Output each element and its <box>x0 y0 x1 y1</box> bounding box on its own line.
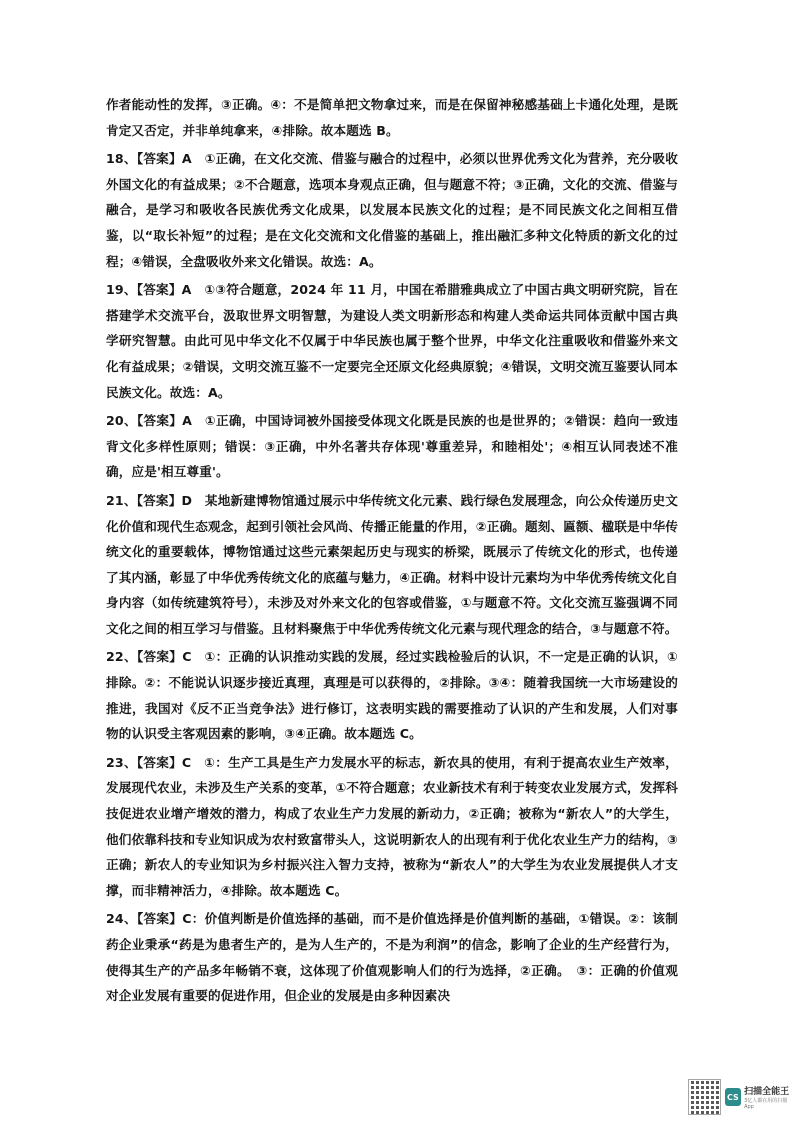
qr-code-icon <box>688 1079 721 1115</box>
watermark-text <box>744 1084 792 1110</box>
paragraph-continuation: 作者能动性的发挥，③正确。④：不是简单把文物拿过来，而是在保留神秘感基础上卡通化处理，是既肯定又否定，并非单纯拿来，④排除。故本题选 B。 <box>106 97 678 138</box>
camscanner-logo-icon: CS <box>725 1088 741 1106</box>
paragraph-answer-23: 23、【答案】C ①：生产工具是生产力发展水平的标志，新农具的使用，有利于提高农业生产效率，发展现代农业，未涉及生产关系的变革，①不符合题意；农业新技术有利于转变农业发展方式，发挥科技促进农业增产增效的潜力，构成了农业生产力发展的新动力，②正确；被称为“新农人”的大学生，他们依靠科技和专业知识成为农村致富带头人，这说明新农人的出现有利于优化农业生产力的结构，③正确；新农人的专业知识为乡村振兴注入智力支持，被称为“新农人”的大学生为农业发展提供人才支撑，而非精神活力，④排除。故本题选 C。 <box>106 754 678 898</box>
watermark-subtitle: 3亿人都在用的扫描App <box>744 1098 788 1110</box>
paragraph-answer-22: 22、【答案】C ①：正确的认识推动实践的发展，经过实践检验后的认识，不一定是正确的认识，①排除。②：不能说认识逐步接近真理，真理是可以获得的，②排除。③④：随着我国统一大市场建设的推进，我国对《反不正当竞争法》进行修订，这表明实践的需要推动了认识的产生和发展，人们对事物的认识受主客观因素的影响，③④正确。故本题选 C。 <box>106 649 678 742</box>
paragraph-answer-18: 18、【答案】A ①正确，在文化交流、借鉴与融合的过程中，必须以世界优秀文化为营养，充分吸收外国文化的有益成果；②不合题意，选项本身观点正确，但与题意不符；③正确，文化的交流、借鉴与融合，是学习和吸收各民族优秀文化成果，以发展本民族文化的过程；是不同民族文化之间相互借鉴，以“取长补短”的过程；是在文化交流和文化借鉴的基础上，推出融汇多种文化特质的新文化的过程；④错误，全盘吸收外来文化错误。故选：A。 <box>106 151 678 269</box>
scanner-watermark <box>688 1074 792 1120</box>
paragraph-answer-19: 19、【答案】A ①③符合题意，2024 年 11 月，中国在希腊雅典成立了中国古典文明研究院，旨在搭建学术交流平台，汲取世界文明智慧，为建设人类文明新形态和构建人类命运共同体贡献中国古典学研究智慧。由此可见中华文化不仅属于中华民族也属于整个世界，中华文化注重吸收和借鉴外来文化有益成果；②错误，文明交流互鉴不一定要完全还原文化经典原貌；④错误，文明交流互鉴要认同本民族文化。故选：A。 <box>106 282 678 400</box>
answer-text-body <box>106 92 678 1012</box>
paragraph-answer-24: 24、【答案】C：价值判断是价值选择的基础，而不是价值选择是价值判断的基础，①错误。②：该制药企业秉承“药是为患者生产的，是为人生产的，不是为利润”的信念，影响了企业的生产经营行为，使得其生产的产品多年畅销不衰，这体现了价值观影响人们的行为选择，②正确。 ③：正确的价值观对企业发展有重要的促进作用，但企业的发展是由多种因素决 <box>106 911 678 1004</box>
paragraph-answer-21: 21、【答案】D 某地新建博物馆通过展示中华传统文化元素、践行绿色发展理念，向公众传递历史文化价值和现代生态观念，起到引领社会风尚、传播正能量的作用，②正确。题刻、匾额、楹联是中华传统文化的重要载体，博物馆通过这些元素架起历史与现实的桥梁，既展示了传统文化的形式，也传递了其内涵，彰显了中华优秀传统文化的底蕴与魅力，④正确。材料中设计元素均为中华优秀传统文化自身内容（如传统建筑符号），未涉及对外来文化的包容或借鉴，①与题意不符。文化交流互鉴强调不同文化之间的相互学习与借鉴。且材料聚焦于中华优秀传统文化元素与现代理念的结合，③与题意不符。 <box>106 492 678 636</box>
paragraph-answer-20: 20、【答案】A ①正确，中国诗词被外国接受体现文化既是民族的也是世界的；②错误：趋向一致违背文化多样性原则；错误：③正确，中外名著共存体现'尊重差异，和睦相处'；④相互认同表述不准确，应是'相互尊重'。 <box>106 413 678 480</box>
watermark-title: 扫描全能王 <box>744 1087 790 1097</box>
